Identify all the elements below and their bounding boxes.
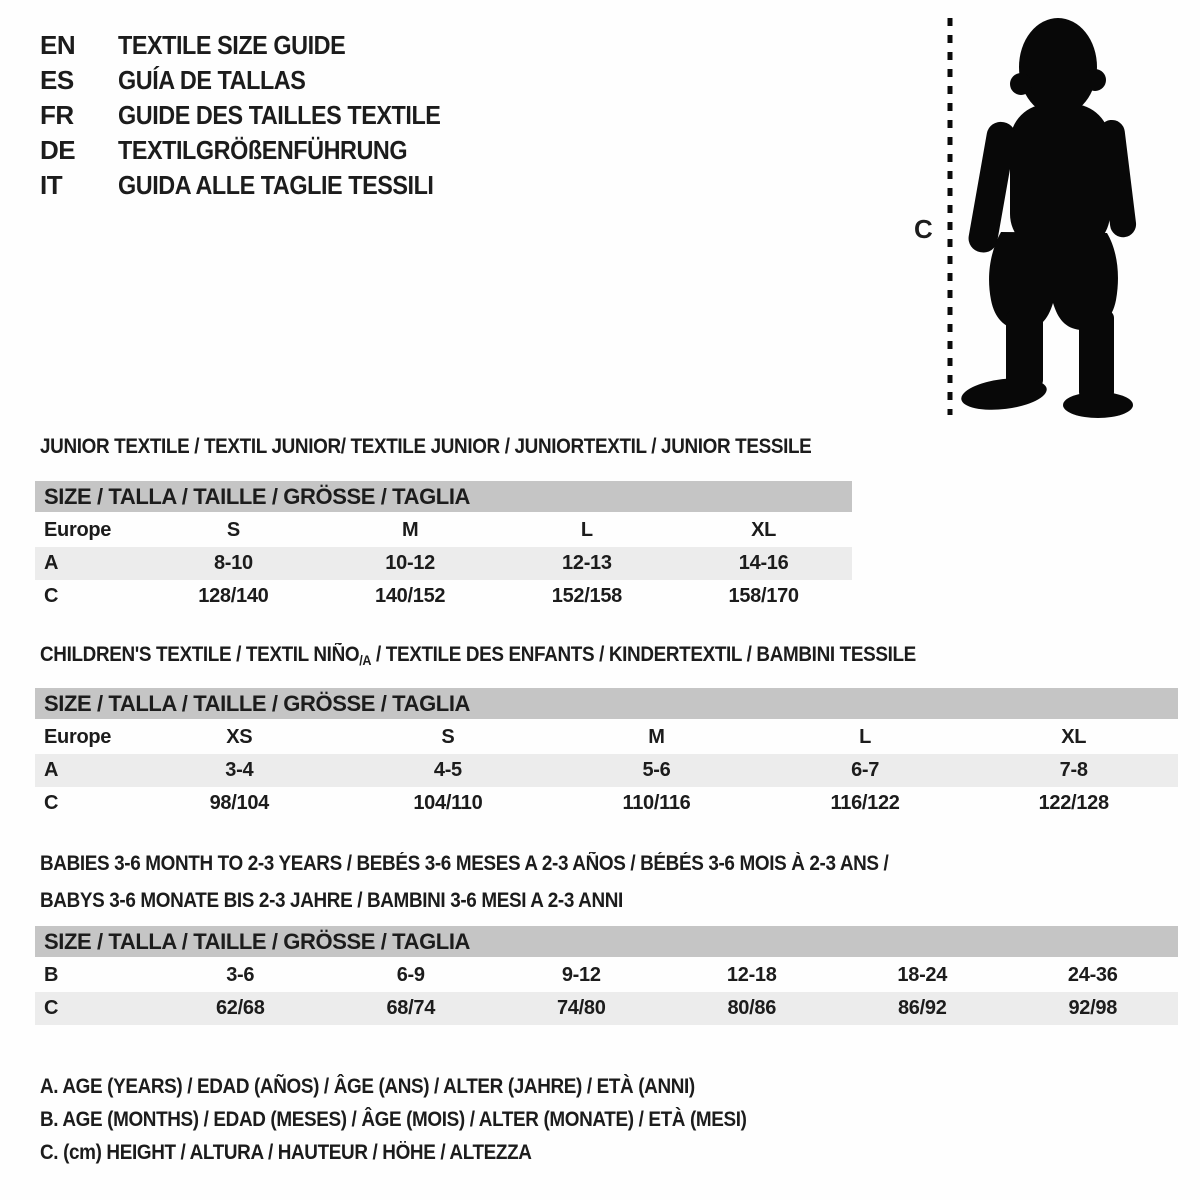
height-cell: 158/170 bbox=[728, 585, 799, 607]
row-label: A bbox=[44, 552, 59, 574]
language-guide-title: TEXTILE SIZE GUIDE bbox=[118, 30, 346, 60]
language-row-fr bbox=[40, 98, 476, 133]
table-row-height bbox=[35, 580, 852, 613]
language-row-es bbox=[40, 63, 476, 98]
height-cell: 74/80 bbox=[556, 997, 606, 1019]
table-row-height bbox=[35, 992, 1178, 1025]
height-cell: 122/128 bbox=[1038, 792, 1109, 814]
table-row-age bbox=[35, 754, 1178, 787]
language-code: ES bbox=[40, 65, 74, 95]
legend-line-c: C. (cm) HEIGHT / ALTURA / HAUTEUR / HÖHE / ALTEZZA bbox=[40, 1141, 532, 1164]
size-header-bar: SIZE / TALLA / TAILLE / GRÖSSE / TAGLIA bbox=[35, 481, 852, 512]
children-title-sub: /A bbox=[359, 652, 372, 668]
language-guide-title: GUIDA ALLE TAGLIE TESSILI bbox=[118, 170, 434, 200]
language-row-it bbox=[40, 168, 476, 203]
height-cell: 98/104 bbox=[209, 792, 269, 814]
month-cell: 3-6 bbox=[226, 964, 255, 986]
height-cell: 62/68 bbox=[215, 997, 265, 1019]
size-cell: XL bbox=[1061, 726, 1087, 748]
height-cell: 110/116 bbox=[622, 792, 691, 814]
language-guide-title: GUIDE DES TAILLES TEXTILE bbox=[118, 100, 441, 130]
size-header-bar: SIZE / TALLA / TAILLE / GRÖSSE / TAGLIA bbox=[35, 688, 1178, 719]
height-cell: 80/86 bbox=[727, 997, 777, 1019]
age-cell: 6-7 bbox=[851, 759, 880, 781]
babies-title-line1: BABIES 3-6 MONTH TO 2-3 YEARS / BEBÉS 3-6 MESES A 2-3 AÑOS / BÉBÉS 3-6 MOIS À 2-3 ANS / bbox=[40, 852, 889, 875]
month-cell: 12-18 bbox=[726, 964, 777, 986]
row-label: B bbox=[44, 964, 59, 986]
size-cell: L bbox=[580, 519, 593, 541]
size-header-bar: SIZE / TALLA / TAILLE / GRÖSSE / TAGLIA bbox=[35, 926, 1178, 957]
month-cell: 6-9 bbox=[396, 964, 425, 986]
legend-block bbox=[40, 1070, 825, 1169]
language-row-en bbox=[40, 28, 476, 63]
language-guide-block bbox=[40, 28, 476, 203]
children-title-suffix: / TEXTILE DES ENFANTS / KINDERTEXTIL / BAMBINI TESSILE bbox=[371, 643, 916, 666]
language-code: EN bbox=[40, 30, 76, 60]
table-row-months bbox=[35, 959, 1178, 992]
row-label: C bbox=[44, 792, 59, 814]
height-cell: 128/140 bbox=[198, 585, 269, 607]
row-label: C bbox=[44, 997, 59, 1019]
height-measure-figure bbox=[900, 10, 1150, 420]
age-cell: 8-10 bbox=[213, 552, 253, 574]
height-cell: 68/74 bbox=[386, 997, 436, 1019]
height-cell: 86/92 bbox=[897, 997, 947, 1019]
children-section-title bbox=[40, 643, 916, 668]
age-cell: 14-16 bbox=[738, 552, 789, 574]
table-row-europe bbox=[35, 514, 852, 547]
babies-size-table bbox=[35, 926, 1178, 1025]
legend-line-a: A. AGE (YEARS) / EDAD (AÑOS) / ÂGE (ANS) / ALTER (JAHRE) / ETÀ (ANNI) bbox=[40, 1075, 695, 1098]
height-cell: 152/158 bbox=[551, 585, 622, 607]
month-cell: 18-24 bbox=[897, 964, 948, 986]
height-cell: 92/98 bbox=[1068, 997, 1118, 1019]
age-cell: 7-8 bbox=[1059, 759, 1088, 781]
month-cell: 24-36 bbox=[1067, 964, 1118, 986]
babies-section-title bbox=[40, 845, 888, 919]
legend-line-b: B. AGE (MONTHS) / EDAD (MESES) / ÂGE (MOIS) / ALTER (MONATE) / ETÀ (MESI) bbox=[40, 1108, 747, 1131]
junior-section-title: JUNIOR TEXTILE / TEXTIL JUNIOR/ TEXTILE JUNIOR / JUNIORTEXTIL / JUNIOR TESSILE bbox=[40, 435, 812, 458]
table-row-age bbox=[35, 547, 852, 580]
size-cell: S bbox=[441, 726, 455, 748]
babies-title-line2: BABYS 3-6 MONATE BIS 2-3 JAHRE / BAMBINI 3-6 MESI A 2-3 ANNI bbox=[40, 889, 623, 912]
height-cell: 116/122 bbox=[830, 792, 900, 814]
row-label: C bbox=[44, 585, 59, 607]
table-row-europe bbox=[35, 721, 1178, 754]
age-cell: 12-13 bbox=[562, 552, 612, 574]
toddler-silhouette-icon bbox=[900, 10, 1150, 420]
size-cell: XS bbox=[226, 726, 253, 748]
size-cell: S bbox=[226, 519, 240, 541]
row-label: A bbox=[44, 759, 59, 781]
language-guide-title: GUÍA DE TALLAS bbox=[118, 65, 306, 95]
language-row-de bbox=[40, 133, 476, 168]
size-cell: M bbox=[648, 726, 665, 748]
age-cell: 5-6 bbox=[642, 759, 671, 781]
language-guide-title: TEXTILGRÖßENFÜHRUNG bbox=[118, 135, 408, 165]
age-cell: 10-12 bbox=[385, 552, 435, 574]
language-code: IT bbox=[40, 170, 63, 200]
children-title-prefix: CHILDREN'S TEXTILE / TEXTIL NIÑO bbox=[40, 643, 360, 666]
toddler-body bbox=[959, 18, 1137, 418]
size-cell: L bbox=[859, 726, 872, 748]
row-label: Europe bbox=[44, 726, 112, 748]
age-cell: 4-5 bbox=[433, 759, 462, 781]
age-cell: 3-4 bbox=[225, 759, 254, 781]
measure-c-label: C bbox=[914, 214, 933, 244]
height-cell: 140/152 bbox=[375, 585, 446, 607]
row-label: Europe bbox=[44, 519, 112, 541]
table-row-height bbox=[35, 787, 1178, 820]
height-cell: 104/110 bbox=[413, 792, 483, 814]
children-size-table bbox=[35, 688, 1178, 820]
language-code: FR bbox=[40, 100, 74, 130]
size-cell: M bbox=[401, 519, 419, 541]
month-cell: 9-12 bbox=[561, 964, 601, 986]
language-code: DE bbox=[40, 135, 76, 165]
size-cell: XL bbox=[751, 519, 777, 541]
junior-size-table bbox=[35, 481, 852, 613]
